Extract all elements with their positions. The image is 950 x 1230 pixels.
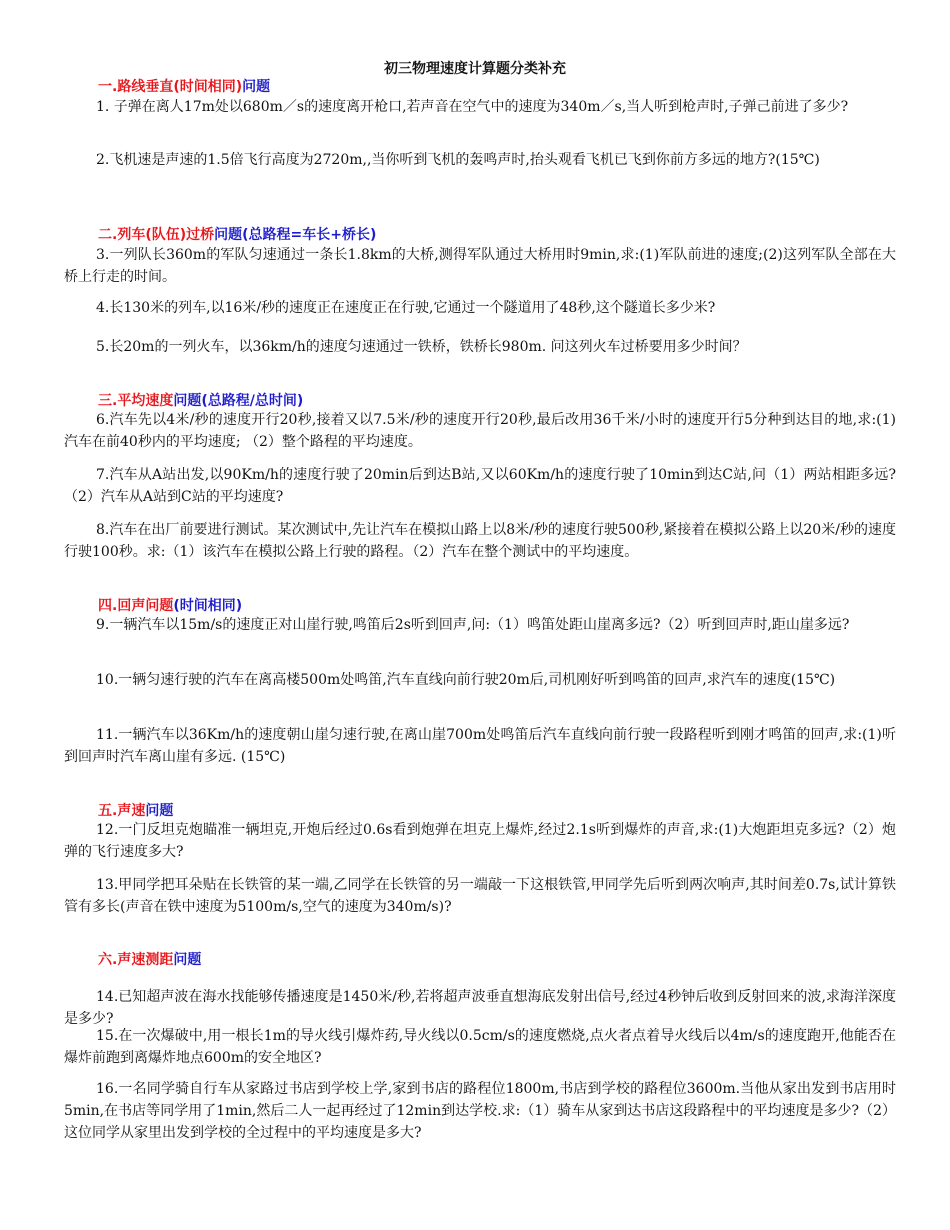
section-heading-1 bbox=[98, 77, 270, 97]
page-title: 初三物理速度计算题分类补充 bbox=[384, 61, 566, 77]
section-heading-4-suffix: (时间相同) bbox=[173, 598, 243, 614]
section-heading-2 bbox=[98, 225, 376, 245]
question-13: 13.甲同学把耳朵贴在长铁管的某一端,乙同学在长铁管的另一端敲一下这根铁管,甲同学先后听到两次响声,其时间差0.7s,试计算铁管有多长(声音在铁中速度为5100m/s,空气的速度为340m/s)? bbox=[64, 877, 896, 915]
section-heading-5-main: 五.声速 bbox=[98, 803, 146, 819]
section-heading-1-suffix: 问题 bbox=[242, 79, 271, 95]
section-heading-2-main: 二.列车(队伍)过桥 bbox=[98, 227, 215, 243]
section-heading-1-main: 一.路线垂直(时间相同) bbox=[98, 79, 243, 95]
section-heading-6-suffix: 问题 bbox=[173, 952, 202, 968]
section-heading-2-suffix: 问题(总路程=车长+桥长) bbox=[214, 227, 377, 243]
question-14: 14.已知超声波在海水找能够传播速度是1450米/秒,若将超声波垂直想海底发射出信号,经过4秒钟后收到反射回来的波,求海洋深度是多少? bbox=[64, 989, 896, 1027]
question-4: 4.长130米的列车,以16米/秒的速度正在速度正在行驶,它通过一个隧道用了48秒,这个隧道长多少米? bbox=[96, 300, 716, 316]
section-heading-6 bbox=[98, 950, 201, 970]
question-3: 3.一列队长360m的军队匀速通过一条长1.8km的大桥,测得军队通过大桥用时9min,求:(1)军队前进的速度;(2)这列军队全部在大桥上行走的时间。 bbox=[64, 247, 896, 285]
question-10: 10.一辆匀速行驶的汽车在离高楼500m处鸣笛,汽车直线向前行驶20m后,司机刚好听到鸣笛的回声,求汽车的速度(15℃) bbox=[96, 672, 836, 688]
question-5: 5.长20m的一列火车，以36km/h的速度匀速通过一铁桥，铁桥长980m. 问这列火车过桥要用多少时间？ bbox=[96, 339, 747, 355]
section-heading-4 bbox=[98, 596, 242, 616]
section-heading-5 bbox=[98, 801, 173, 821]
question-2: 2.飞机速是声速的1.5倍飞行高度为2720m,,当你听到飞机的轰鸣声时,抬头观看飞机已飞到你前方多远的地方?(15℃) bbox=[96, 152, 820, 168]
question-9: 9.一辆汽车以15m/s的速度正对山崖行驶,鸣笛后2s听到回声,问:（1）鸣笛处距山崖离多远?（2）听到回声时,距山崖多远? bbox=[96, 617, 850, 633]
section-heading-3 bbox=[98, 391, 303, 411]
section-heading-4-main: 四.回声问题 bbox=[98, 598, 174, 614]
section-heading-3-suffix: 问题(总路程/总时间) bbox=[173, 393, 304, 409]
question-16: 16.一名同学骑自行车从家路过书店到学校上学,家到书店的路程位1800m,书店到学校的路程位3600m.当他从家出发到书店用时5min,在书店等同学用了1min,然后二人一起再经过了12min到达学校.求:（1）骑车从家到达书店这段路程中的平均速度是多少?（2）这位同学从家里出发到学校的全过程中的平均速度是多大? bbox=[64, 1081, 896, 1141]
question-8: 8.汽车在出厂前要进行测试。某次测试中,先让汽车在模拟山路上以8米/秒的速度行驶500秒,紧接着在模拟公路上以20米/秒的速度行驶100秒。求:（1）该汽车在模拟公路上行驶的路程。（2）汽车在整个测试中的平均速度。 bbox=[64, 522, 896, 560]
question-15: 15.在一次爆破中,用一根长1m的导火线引爆炸药,导火线以0.5cm/s的速度燃烧,点火者点着导火线后以4m/s的速度跑开,他能否在爆炸前跑到离爆炸地点600m的安全地区? bbox=[64, 1028, 896, 1066]
section-heading-3-main: 三.平均速度 bbox=[98, 393, 174, 409]
question-7: 7.汽车从A站出发,以90Km/h的速度行驶了20min后到达B站,又以60Km/h的速度行驶了10min到达C站,问（1）两站相距多远?（2）汽车从A站到C站的平均速度? bbox=[64, 467, 896, 505]
question-12: 12.一门反坦克炮瞄准一辆坦克,开炮后经过0.6s看到炮弹在坦克上爆炸,经过2.1s听到爆炸的声音,求:(1)大炮距坦克多远?（2）炮弹的飞行速度多大? bbox=[64, 822, 896, 860]
question-11: 11.一辆汽车以36Km/h的速度朝山崖匀速行驶,在离山崖700m处鸣笛后汽车直线向前行驶一段路程听到刚才鸣笛的回声,求:(1)听到回声时汽车离山崖有多远. (15℃) bbox=[64, 727, 896, 765]
section-heading-5-suffix: 问题 bbox=[145, 803, 174, 819]
question-6: 6.汽车先以4米/秒的速度开行20秒,接着又以7.5米/秒的速度开行20秒,最后改用36千米/小时的速度开行5分种到达目的地,求:(1)汽车在前40秒内的平均速度; （2）整个路程的平均速度。 bbox=[64, 412, 896, 450]
question-1: 1. 子弹在离人17m处以680m／s的速度离开枪口,若声音在空气中的速度为340m／s,当人听到枪声时,子弹己前进了多少? bbox=[96, 99, 849, 115]
section-heading-6-main: 六.声速测距 bbox=[98, 952, 174, 968]
